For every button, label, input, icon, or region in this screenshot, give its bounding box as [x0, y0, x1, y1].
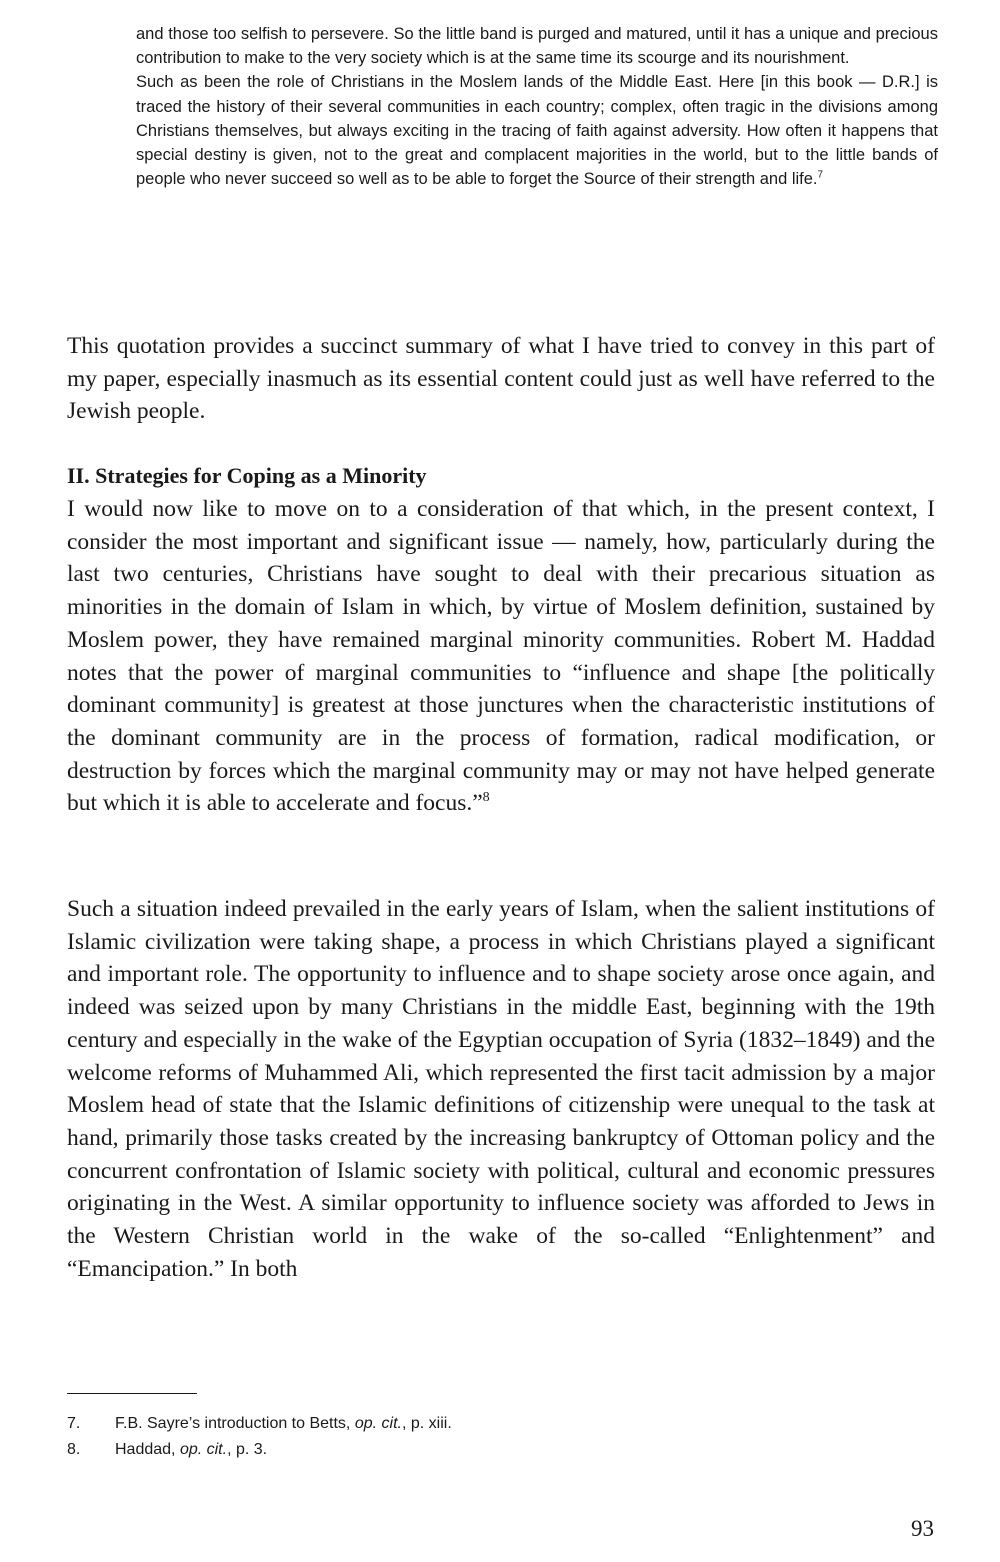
- quote-paragraph-2: [136, 70, 938, 191]
- footnote-ref-8: 8: [482, 789, 490, 806]
- footnote-text-end: , p. xiii.: [401, 1415, 452, 1432]
- footnote-text: [115, 1411, 452, 1437]
- footnote-number: 7.: [67, 1415, 81, 1432]
- footnote-text-end: , p. 3.: [227, 1441, 268, 1458]
- footnote-citation: op. cit.: [354, 1415, 402, 1432]
- page-number: 93: [911, 1516, 934, 1541]
- section-heading: II. Strategies for Coping as a Minority: [67, 463, 427, 488]
- footnote-citation: op. cit.: [179, 1441, 228, 1458]
- footnote-ref-7: 7: [817, 169, 824, 181]
- footnote-number: 8.: [67, 1441, 81, 1458]
- footnote-8: [67, 1437, 452, 1463]
- footnote-text: [115, 1437, 267, 1463]
- footnotes: [67, 1411, 452, 1463]
- footnote-text-start: F.B. Sayre’s introduction to Betts,: [115, 1415, 355, 1432]
- footnote-text-start: Haddad,: [115, 1441, 180, 1458]
- footnote-7: [67, 1411, 452, 1437]
- footnote-divider: [67, 1393, 197, 1394]
- summary-paragraph: This quotation provides a succinct summary of what I have tried to convey in this part of my paper, especially inasmuch as its essential content could just as well have referred to the Jewish people.: [67, 333, 935, 425]
- quote-paragraph-2-text: Such as been the role of Christians in the Moslem lands of the Middle East. Here [in this book — D.R.] is traced the history of their several communities in each country; complex, often tragic in the divisions among Christians themselves, but always exciting in the tracing of faith against adversity. How often it happens that special destiny is given, not to the great and complacent majorities in the world, but to the little bands of people who never succeed so well as to be able to forget the Source of their strength and life.: [136, 73, 938, 189]
- section-paragraph-1: [67, 493, 935, 820]
- section-paragraph-1-text: I would now like to move on to a consideration of that which, in the present context, I consider the most important and significant issue — namely, how, particularly during the last two centuries, Christians have sought to deal with their precarious situation as minorities in the domain of Islam in which, by virtue of Moslem definition, sustained by Moslem power, they have remained marginal minority communities. Robert M. Haddad notes that the power of marginal communities to “influence and shape [the politically dominant community] is greatest at those junctures when the characteristic institutions of the dominant community are in the process of formation, radical modification, or destruction by forces which the marginal community may or may not have helped generate but which it is able to accelerate and focus.”: [67, 496, 935, 817]
- quote-paragraph-1: and those too selfish to persevere. So the little band is purged and matured, until it has a unique and precious contribution to make to the very society which is at the same time its scourge and its nourishment.: [136, 25, 938, 68]
- section-paragraph-2: Such a situation indeed prevailed in the early years of Islam, when the salient institutions of Islamic civilization were taking shape, a process in which Christians played a significant and important role. The opportunity to influence and to shape society arose once again, and indeed was seized upon by many Christians in the middle East, beginning with the 19th century and especially in the wake of the Egyptian occupation of Syria (1832–1849) and the welcome reforms of Muhammed Ali, which represented the first tacit admission by a major Moslem head of state that the Islamic definitions of citizenship were unequal to the task at hand, primarily those tasks created by the increasing bankruptcy of Ottoman policy and the concurrent confrontation of Islamic society with political, cultural and economic pressures originating in the West. A similar opportunity to influence society was afforded to Jews in the Western Christian world in the wake of the so-called “Enlightenment” and “Emancipation.” In both: [67, 896, 935, 1282]
- block-quote: [136, 22, 938, 191]
